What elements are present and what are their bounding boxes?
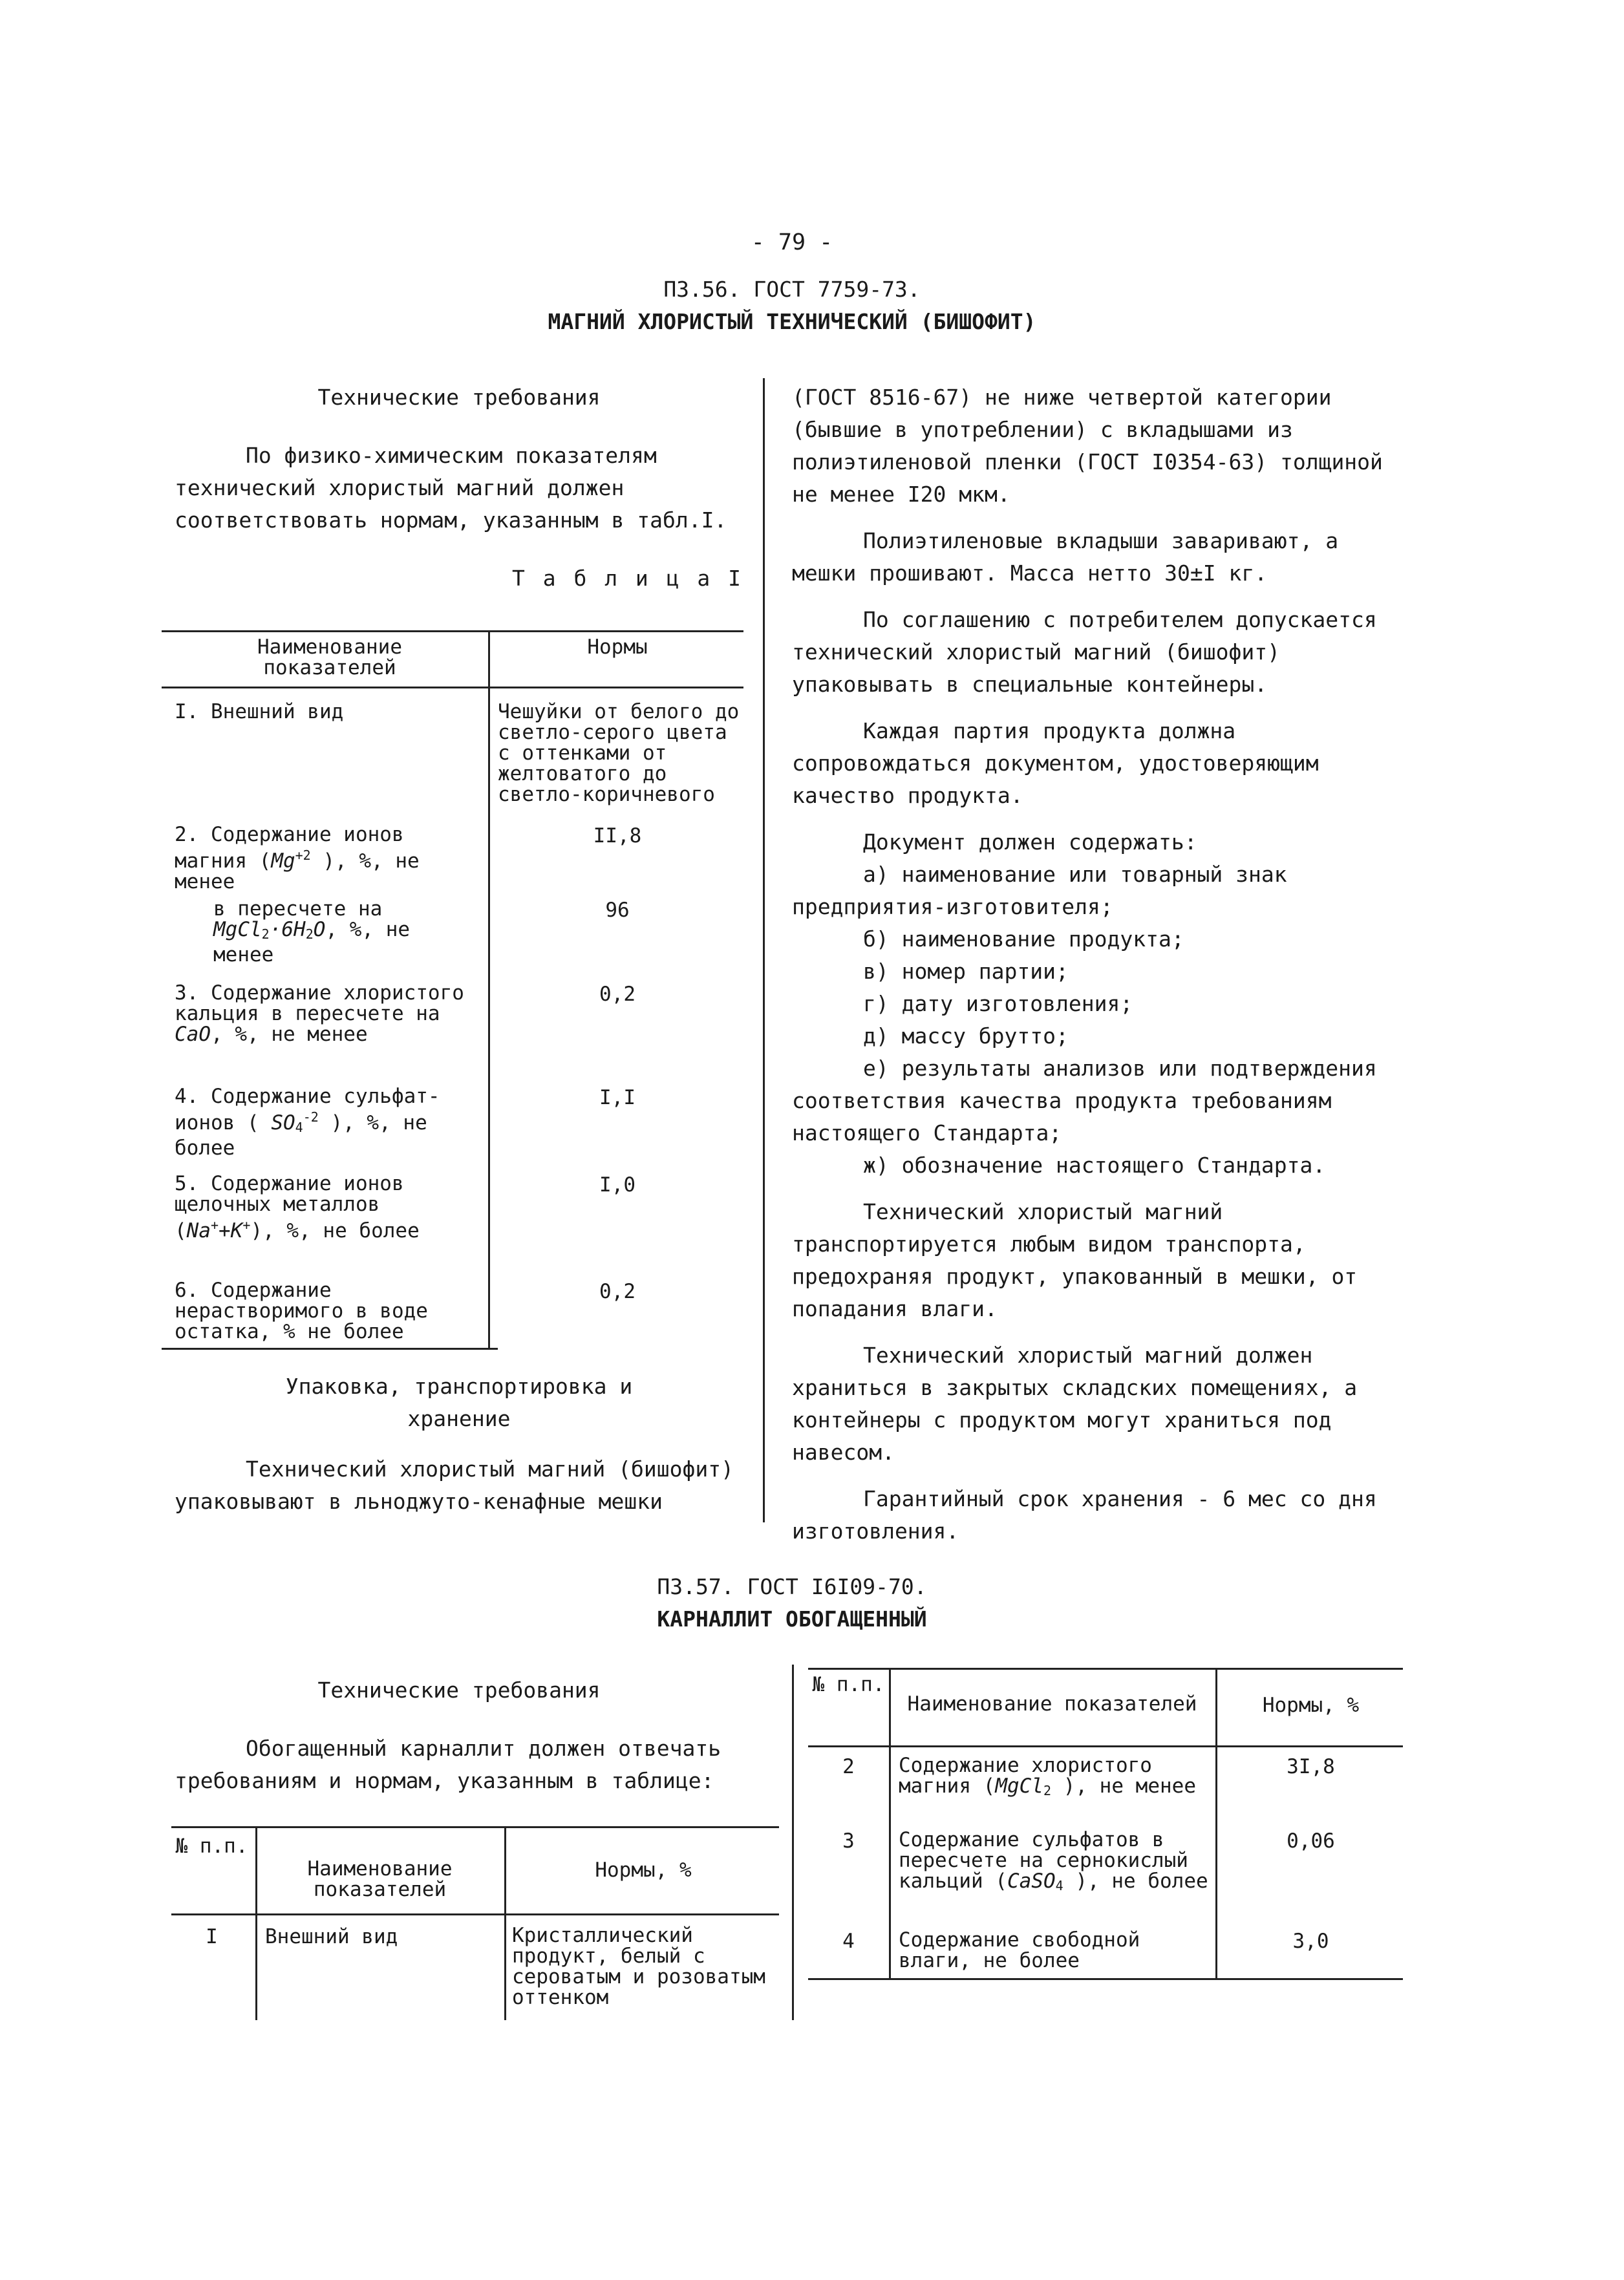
table2-row-1-norm: Кристаллический продукт, белый с сероватым и розоватым оттенком bbox=[512, 1924, 765, 2009]
section2-tech-req-heading: Технические требования bbox=[317, 1678, 601, 1703]
section1-intro: По физико-химическим показателям технический хлористый магний должен соответствовать нормам, указанным в табл.I. bbox=[175, 443, 727, 533]
table2-right-num-header: № п.п. bbox=[812, 1673, 885, 1696]
document-item-zh: ж) обозначение настоящего Стандарта. bbox=[863, 1153, 1326, 1178]
table1-bottom-rule bbox=[162, 1348, 498, 1350]
column-divider bbox=[763, 378, 765, 1522]
section2-title: КАРНАЛЛИТ ОБОГАЩЕННЫЙ bbox=[657, 1606, 927, 1632]
table1-row-4-name: 4. Содержание сульфат-ионов ( $SO_4^{-2}$ ), %, не более bbox=[175, 1085, 440, 1160]
table1-row-1-name: I. Внешний вид bbox=[175, 700, 344, 723]
tech-req-heading: Технические требования bbox=[317, 385, 601, 410]
document-item-v: в) номер партии; bbox=[863, 959, 1069, 984]
table1-top-rule bbox=[162, 630, 743, 632]
table2-divider bbox=[792, 1665, 794, 2020]
section1-title: МАГНИЙ ХЛОРИСТЫЙ ТЕХНИЧЕСКИЙ (БИШОФИТ) bbox=[548, 309, 1036, 334]
section2-left-column bbox=[175, 1674, 743, 1797]
page-number: - 79 - bbox=[751, 229, 833, 255]
table1-row-4-norm: I,I bbox=[599, 1086, 636, 1109]
table1-row-6-norm: 0,2 bbox=[599, 1280, 636, 1303]
right-paragraph-3: По соглашению с потребителем допускается технический хлористый магний (бишофит) упаковывать в специальные контейнеры. bbox=[792, 607, 1377, 697]
table2-left-col-rule-2 bbox=[504, 1826, 506, 2020]
table2-left-num-header: № п.п. bbox=[175, 1835, 248, 1858]
section2-intro: Обогащенный карналлит должен отвечать требованиям и нормам, указанным в таблице: bbox=[175, 1736, 721, 1793]
packaging-heading: Упаковка, транспортировка и хранение bbox=[285, 1374, 633, 1431]
warranty-paragraph: Гарантийный срок хранения - 6 мес со дня изготовления. bbox=[792, 1486, 1377, 1544]
document-item-d: д) массу брутто; bbox=[863, 1023, 1069, 1049]
table1-row-2-name: 2. Содержание ионов магния ($Mg^{+2}$ ), %, не менее bbox=[175, 823, 420, 893]
table2-row-1-num: I bbox=[206, 1925, 218, 1948]
storage-paragraph: Технический хлористый магний должен храниться в закрытых складских помещениях, а контейнеры с продуктом могут храниться под навесом. bbox=[792, 1343, 1358, 1465]
table2-left-top-rule bbox=[171, 1826, 779, 1828]
table1-row-2b-name: в пересчете на $MgCl_2\cdot 6H_2O$, %, не менее bbox=[213, 897, 411, 966]
table1-col-name-header: Наименование показателей bbox=[257, 635, 402, 679]
right-paragraph-1: (ГОСТ 8516-67) не ниже четвертой категории (бывшие в употреблении) с вкладышами из полиэтиленовой пленки (ГОСТ I0354-63) толщиной не менее I20 мкм. bbox=[792, 385, 1383, 507]
table1-col-norm-header: Нормы bbox=[587, 635, 648, 659]
table2-row-3-num: 3 bbox=[842, 1829, 855, 1853]
table1-row-2b-norm: 96 bbox=[605, 899, 630, 922]
document-item-g: г) дату изготовления; bbox=[863, 991, 1133, 1016]
table2-right-bottom-rule bbox=[808, 1978, 1403, 1980]
table1-row-6-name: 6. Содержание нерастворимого в воде остатка, % не более bbox=[175, 1279, 428, 1343]
table1-row-3-name: 3. Содержание хлористого кальция в пересчете на CaO, %, не менее bbox=[175, 981, 464, 1046]
table2-row-3-name: Содержание сульфатов в пересчете на сернокислый кальций (CaSO$_4$ ), не более bbox=[899, 1828, 1208, 1893]
table2-right-header-rule bbox=[808, 1745, 1403, 1747]
table2-right-top-rule bbox=[808, 1668, 1403, 1670]
table1-row-3-norm: 0,2 bbox=[599, 983, 636, 1006]
table2-row-4-name: Содержание свободной влаги, не более bbox=[899, 1928, 1140, 1972]
table2-row-4-norm: 3,0 bbox=[1292, 1930, 1329, 1953]
table2-left-header-rule bbox=[171, 1913, 779, 1915]
table2-right-name-header: Наименование показателей bbox=[907, 1692, 1197, 1716]
section1-left-column bbox=[175, 381, 743, 595]
table2-right-col-rule-2 bbox=[1215, 1668, 1217, 1978]
table2-row-2-name: Содержание хлористого магния (MgCl$_2$ ), не менее bbox=[899, 1754, 1196, 1798]
transport-paragraph: Технический хлористый магний транспортируется любым видом транспорта, предохраняя продукт, упакованный в мешки, от попадания влаги. bbox=[792, 1199, 1358, 1321]
right-paragraph-2: Полиэтиленовые вкладыши заваривают, а мешки прошивают. Масса нетто 30±I кг. bbox=[792, 528, 1339, 586]
table2-row-1-name: Внешний вид bbox=[265, 1925, 398, 1948]
document-item-a: а) наименование или товарный знак предприятия-изготовителя; bbox=[792, 862, 1287, 919]
table1-row-1-norm: Чешуйки от белого до светло-серого цвета с оттенками от желтоватого до светло-коричневого bbox=[498, 700, 740, 806]
table2-right-norm-header: Нормы, % bbox=[1262, 1694, 1360, 1717]
table2-left-norm-header: Нормы, % bbox=[595, 1859, 692, 1882]
table1-row-5-name: 5. Содержание ионов щелочных металлов (Na++K+), %, не более bbox=[175, 1172, 420, 1242]
packaging-text: Технический хлористый магний (бишофит) упаковывают в льноджуто-кенафные мешки bbox=[175, 1456, 734, 1514]
section2-heading: ПЗ.57. ГОСТ I6I09-70. bbox=[657, 1574, 927, 1599]
table2-row-4-num: 4 bbox=[842, 1930, 855, 1953]
table2-row-2-norm: 3I,8 bbox=[1287, 1755, 1335, 1778]
section1-heading: ПЗ.56. ГОСТ 7759-73. bbox=[663, 277, 921, 302]
table2-left-col-rule-1 bbox=[255, 1826, 257, 2020]
table1-header-rule bbox=[162, 687, 743, 688]
table1-row-5-norm: I,0 bbox=[599, 1173, 636, 1197]
table-caption: Т а б л и ц а I bbox=[511, 566, 743, 591]
table2-right-col-rule-1 bbox=[889, 1668, 891, 1978]
table2-left-name-header: Наименование показателей bbox=[307, 1857, 453, 1901]
document-item-e: е) результаты анализов или подтверждения соответствия качества продукта требованиям настоящего Стандарта; bbox=[792, 1056, 1377, 1145]
table1-row-2-norm: II,8 bbox=[593, 824, 642, 847]
table2-row-3-norm: 0,06 bbox=[1287, 1829, 1335, 1853]
packaging-section bbox=[175, 1370, 743, 1518]
document-contents-heading: Документ должен содержать: bbox=[863, 829, 1197, 855]
table1-column-rule bbox=[488, 630, 490, 1348]
section1-right-column bbox=[792, 381, 1413, 1548]
table2-row-2-num: 2 bbox=[842, 1755, 855, 1778]
document-item-b: б) наименование продукта; bbox=[863, 926, 1184, 952]
right-paragraph-4: Каждая партия продукта должна сопровождаться документом, удостоверяющим качество продукта. bbox=[792, 718, 1319, 808]
